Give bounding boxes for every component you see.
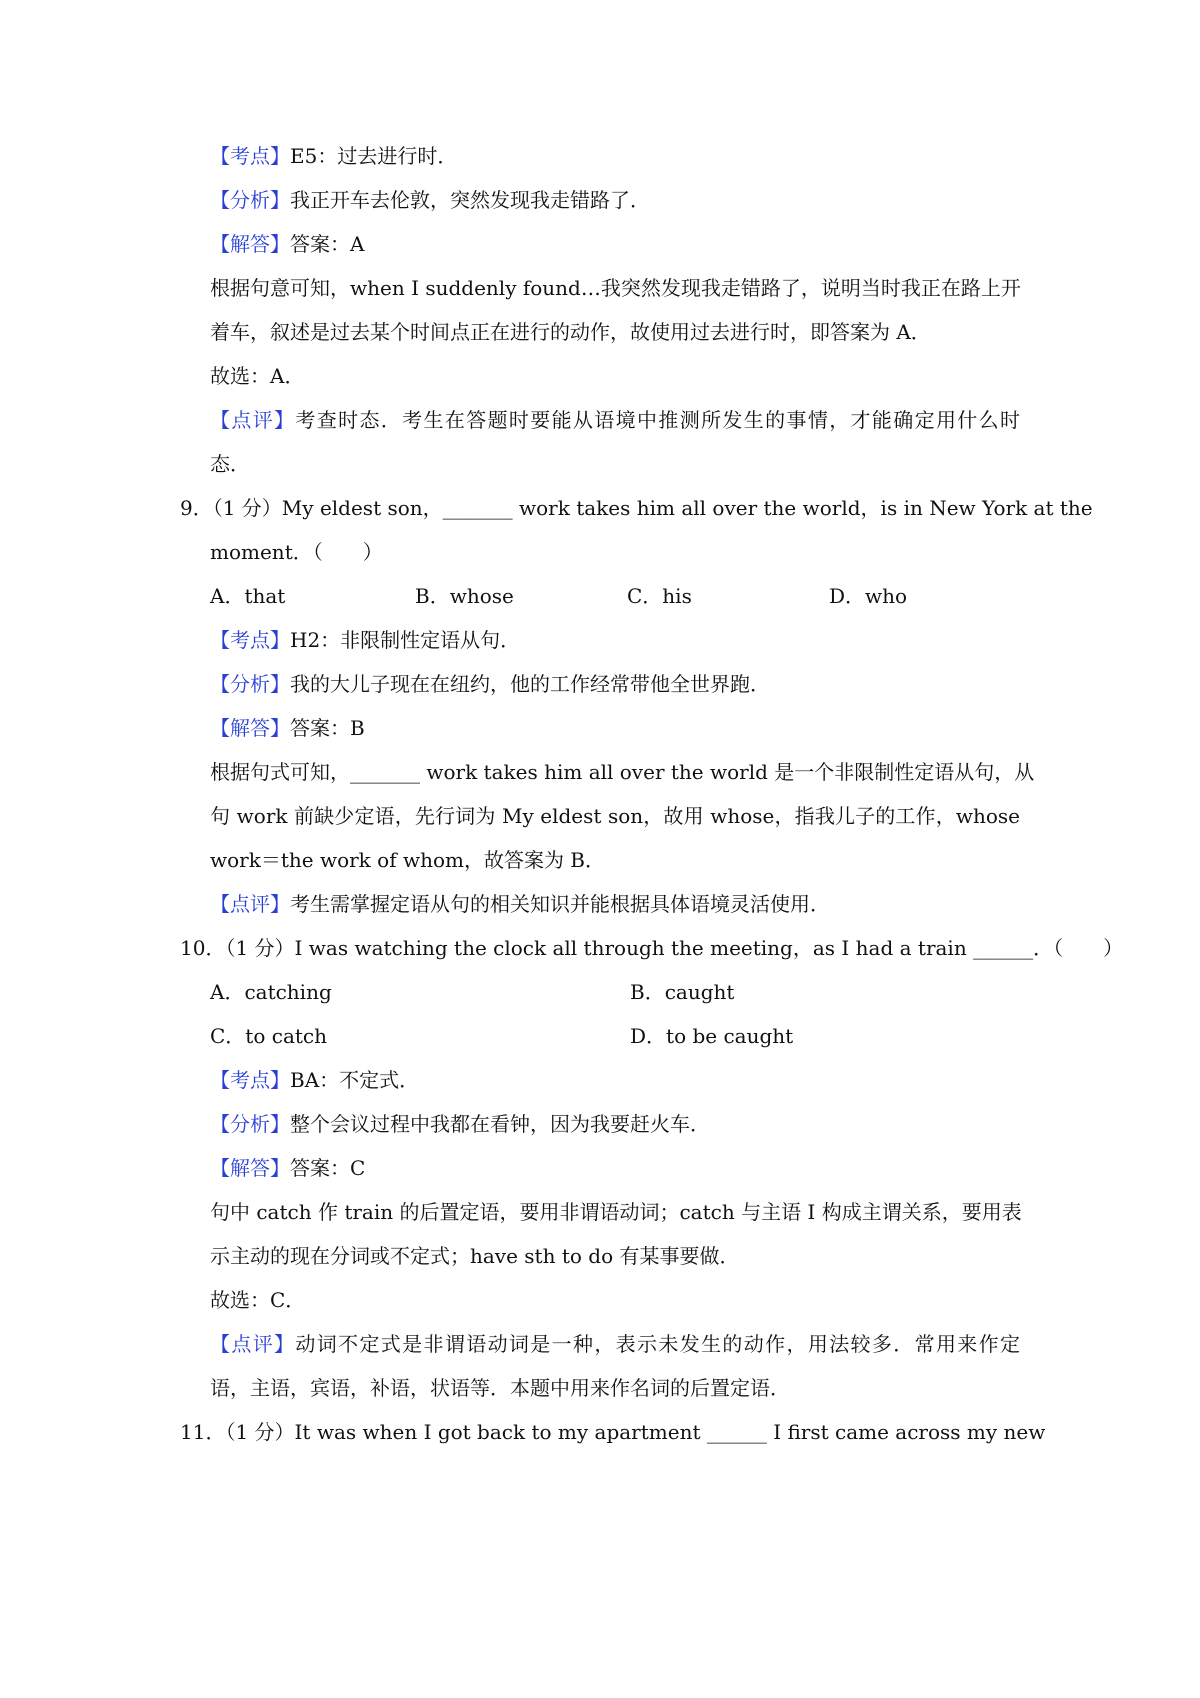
option-d: D．who [829,584,908,608]
explanation-line: 句中 catch 作 train 的后置定语，要用非谓语动词；catch 与主语 I 构成主谓关系，要用表 [210,1200,1022,1224]
jieda-tag: 【解答】 [210,1156,290,1180]
kaodian-text: E5：过去进行时． [290,144,458,168]
question-11-stem: 11．（1 分）It was when I got back to my apartment ______ I first came across my new [180,1420,1046,1444]
question-9-stem: moment．（ ） [210,540,383,564]
fenxi-text: 我的大儿子现在在纽约，他的工作经常带他全世界跑． [290,672,770,696]
option-d: D．to be caught [630,1024,794,1048]
jieda-line [210,221,1020,268]
explanation-line: 示主动的现在分词或不定式；have sth to do 有某事要做． [210,1244,740,1268]
option-b: B．whose [415,584,514,608]
explanation-line: work＝the work of whom，故答案为 B． [210,848,606,872]
jieda-line [210,1145,1020,1192]
option-a: A．catching [210,980,332,1004]
fenxi-text: 我正开车去伦敦，突然发现我走错路了． [290,188,650,212]
jieda-line [210,705,1020,752]
fenxi-tag: 【分析】 [210,672,290,696]
dianping-tag: 【点评】 [210,408,296,432]
kaodian-tag: 【考点】 [210,628,290,652]
dianping-line [210,397,1020,444]
fenxi-line [210,1101,1020,1148]
conclusion-line: 故选：C． [210,1288,306,1312]
kaodian-line [210,617,1020,664]
dianping-line: 态． [210,452,250,476]
question-10-options [210,1013,1020,1060]
option-c: C．his [627,584,692,608]
jieda-text: 答案：A [290,232,365,256]
fenxi-tag: 【分析】 [210,1112,290,1136]
jieda-tag: 【解答】 [210,232,290,256]
dianping-text: 动词不定式是非谓语动词是一种，表示未发生的动作，用法较多．常用来作定 [295,1332,1021,1356]
question-9-stem: 9．（1 分）My eldest son，_______ work takes him all over the world，is in New York at the [180,496,1093,520]
kaodian-line [210,133,1020,180]
question-10-options [210,969,1020,1016]
explanation-line: 根据句意可知，when I suddenly found…我突然发现我走错路了，说明当时我正在路上开 [210,276,1021,300]
dianping-line: 语，主语，宾语，补语，状语等．本题中用来作名词的后置定语． [210,1376,790,1400]
jieda-text: 答案：B [290,716,365,740]
dianping-text: 考生需掌握定语从句的相关知识并能根据具体语境灵活使用． [290,892,830,916]
fenxi-text: 整个会议过程中我都在看钟，因为我要赶火车． [290,1112,710,1136]
conclusion-line: 故选：A． [210,364,305,388]
explanation-line: 根据句式可知，_______ work takes him all over the world 是一个非限制性定语从句，从 [210,760,1035,784]
question-9-options [210,573,1020,620]
option-c: C．to catch [210,1024,327,1048]
kaodian-text: BA：不定式． [290,1068,420,1092]
dianping-line [210,881,1020,928]
kaodian-line [210,1057,1020,1104]
option-b: B．caught [630,980,735,1004]
fenxi-line [210,177,1020,224]
explanation-line: 着车，叙述是过去某个时间点正在进行的动作，故使用过去进行时，即答案为 A． [210,320,931,344]
fenxi-tag: 【分析】 [210,188,290,212]
explanation-line: 句 work 前缺少定语，先行词为 My eldest son，故用 whose，指我儿子的工作，whose [210,804,1020,828]
dianping-tag: 【点评】 [210,1332,296,1356]
kaodian-tag: 【考点】 [210,1068,290,1092]
jieda-tag: 【解答】 [210,716,290,740]
dianping-tag: 【点评】 [210,892,290,916]
question-10-stem: 10．（1 分）I was watching the clock all through the meeting，as I had a train ______．（ ） [180,936,1124,960]
option-a: A．that [210,584,286,608]
fenxi-line [210,661,1020,708]
kaodian-tag: 【考点】 [210,144,290,168]
kaodian-text: H2：非限制性定语从句． [290,628,521,652]
jieda-text: 答案：C [290,1156,366,1180]
dianping-text: 考查时态．考生在答题时要能从语境中推测所发生的事情，才能确定用什么时 [295,408,1021,432]
dianping-line [210,1321,1020,1368]
